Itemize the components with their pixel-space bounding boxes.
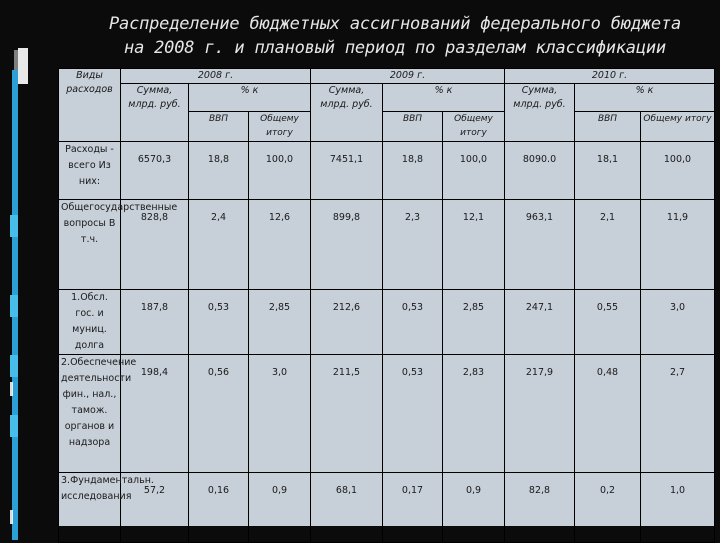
table-cell: 828,8 <box>121 200 189 290</box>
table-cell: 0,55 <box>575 290 641 355</box>
gdp-header: ВВП <box>383 112 443 142</box>
row-label: 3.Фундаментальн. исследования <box>59 473 121 543</box>
year-header-2008: 2008 г. <box>121 69 311 84</box>
row-label: Расходы - всего Из них: <box>59 142 121 200</box>
table-cell: 0,48 <box>575 355 641 473</box>
table-cell: 2,4 <box>189 200 249 290</box>
pct-header: % к <box>383 84 505 112</box>
table-cell: 18,1 <box>575 142 641 200</box>
table-cell: 12,1 <box>443 200 505 290</box>
table-cell: 2,85 <box>249 290 311 355</box>
table-cell: 0,53 <box>383 355 443 473</box>
table-row <box>59 355 715 473</box>
table-cell: 0,53 <box>383 290 443 355</box>
table-cell: 2,85 <box>443 290 505 355</box>
decor-accent-segment <box>10 215 18 237</box>
table-cell: 82,8 <box>505 473 575 543</box>
table-row <box>59 473 715 543</box>
decor-accent-segment <box>10 355 18 377</box>
row-label: Общегосударственные вопросы В т.ч. <box>59 200 121 290</box>
gdp-header: ВВП <box>575 112 641 142</box>
decor-accent-segment <box>10 415 18 437</box>
sum-header: Сумма, млрд. руб. <box>311 84 383 142</box>
row-label: 2.Обеспечение деятельности фин., нал., тамож. органов и надзора <box>59 355 121 473</box>
title-line-2: на 2008 г. и плановый период по разделам классификации <box>124 38 666 58</box>
table-row <box>59 142 715 200</box>
slide-title <box>95 12 695 60</box>
table-cell: 247,1 <box>505 290 575 355</box>
table-cell: 100,0 <box>443 142 505 200</box>
gdp-header: ВВП <box>189 112 249 142</box>
pct-header: % к <box>575 84 715 112</box>
col-type-header: Виды расходов <box>59 69 121 142</box>
table-cell: 100,0 <box>249 142 311 200</box>
table-cell: 212,6 <box>311 290 383 355</box>
table-cell: 899,8 <box>311 200 383 290</box>
table-cell: 0,9 <box>249 473 311 543</box>
sum-header: Сумма, млрд. руб. <box>121 84 189 142</box>
title-line-1: Распределение бюджетных ассигнований федерального бюджета <box>109 14 681 34</box>
table-cell: 2,1 <box>575 200 641 290</box>
table-cell: 100,0 <box>641 142 715 200</box>
total-header: Общему итогу <box>641 112 715 142</box>
table-cell: 3,0 <box>641 290 715 355</box>
table-cell: 2,3 <box>383 200 443 290</box>
pct-header: % к <box>189 84 311 112</box>
year-header-2010: 2010 г. <box>505 69 715 84</box>
decor-accent-segment <box>10 295 18 317</box>
table-row <box>59 290 715 355</box>
table-cell: 18,8 <box>383 142 443 200</box>
table-cell: 68,1 <box>311 473 383 543</box>
table-cell: 6570,3 <box>121 142 189 200</box>
table-cell: 963,1 <box>505 200 575 290</box>
table-cell: 0,53 <box>189 290 249 355</box>
sum-header: Сумма, млрд. руб. <box>505 84 575 142</box>
table-cell: 57,2 <box>121 473 189 543</box>
table-cell: 217,9 <box>505 355 575 473</box>
decor-accent-mark <box>10 510 13 524</box>
table-cell: 0,17 <box>383 473 443 543</box>
decor-bar-white <box>18 48 28 84</box>
table-cell: 11,9 <box>641 200 715 290</box>
table-row <box>59 200 715 290</box>
table-cell: 2,83 <box>443 355 505 473</box>
table-cell: 7451,1 <box>311 142 383 200</box>
table-cell: 8090.0 <box>505 142 575 200</box>
row-label: 1.Обсл. гос. и муниц. долга <box>59 290 121 355</box>
budget-table <box>58 68 715 543</box>
decor-accent-mark <box>10 382 13 396</box>
table-cell: 12,6 <box>249 200 311 290</box>
table-cell: 1,0 <box>641 473 715 543</box>
table-cell: 187,8 <box>121 290 189 355</box>
table-cell: 0,9 <box>443 473 505 543</box>
year-header-2009: 2009 г. <box>311 69 505 84</box>
table-cell: 18,8 <box>189 142 249 200</box>
table-cell: 0,2 <box>575 473 641 543</box>
table-cell: 211,5 <box>311 355 383 473</box>
total-header: Общему итогу <box>443 112 505 142</box>
table-cell: 3,0 <box>249 355 311 473</box>
table-cell: 2,7 <box>641 355 715 473</box>
table-cell: 0,16 <box>189 473 249 543</box>
table-cell: 0,56 <box>189 355 249 473</box>
total-header: Общему итогу <box>249 112 311 142</box>
table-cell: 198,4 <box>121 355 189 473</box>
budget-table-area <box>58 68 714 526</box>
